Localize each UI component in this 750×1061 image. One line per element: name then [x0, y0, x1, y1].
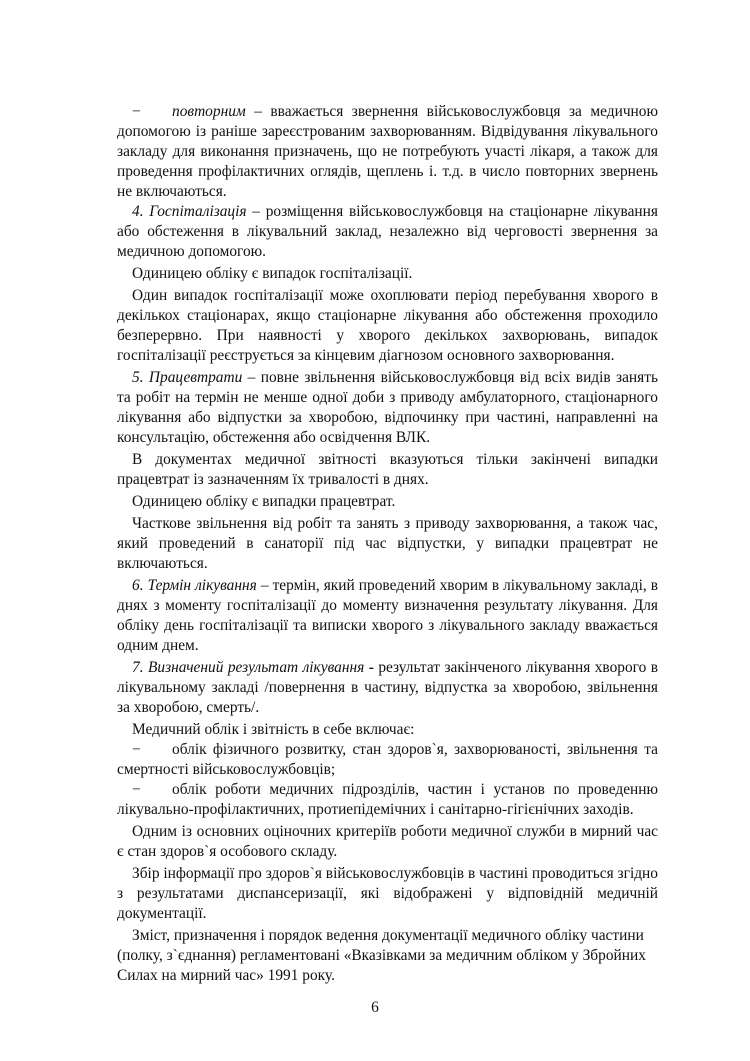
term-povtornym: повторним [172, 103, 246, 120]
paragraph-hospitalization [117, 202, 658, 262]
paragraph-documentation [117, 926, 658, 986]
paragraph-info-collection [117, 864, 658, 924]
list-item-unit-work [117, 780, 658, 820]
paragraph-text: Одним із основних оціночних критеріїв роботи медичної служби в мирний час є стан здоров`я особового складу. [117, 823, 658, 860]
paragraph-repeat-visit [117, 102, 658, 202]
paragraph-hospitalization-unit [117, 264, 658, 284]
paragraph-text: повне звільнення військовослужбовця від всіх видів занять та робіт на термін не менше одної доби з приводу амбулаторного, стаціонарного лікування або відпустки за хворобою, відпочинку при частині, направленні на консультацію, обстеження або освідчення ВЛК. [117, 369, 658, 446]
term-separator: – [245, 103, 262, 120]
paragraph-treatment-term [117, 576, 658, 656]
term-separator: - [364, 659, 374, 676]
list-dash: − [132, 781, 141, 798]
paragraph-text: Одиницею обліку є випадок госпіталізації. [132, 265, 413, 282]
list-item-text: облік роботи медичних підрозділів, частин і установ по проведенню лікувально-профілактичних, протиепідемічних і санітарно-гігієнічних заходів. [117, 781, 658, 818]
list-item-text: облік фізичного розвитку, стан здоров`я, захворюваності, звільнення та смертності військовослужбовців; [117, 741, 658, 778]
term-separator: – [256, 577, 269, 594]
term-treatment-result: 7. Визначений результат лікування [132, 659, 365, 676]
paragraph-text: В документах медичної звітності вказуються тільки закінчені випадки працевтрат із зазначенням їх тривалості в днях. [117, 451, 658, 488]
list-dash: − [132, 741, 141, 758]
paragraph-text: результат закінченого лікування хворого в лікувальному закладі /повернення в частину, відпустка за хворобою, звільнення за хворобою, смерть/. [117, 659, 658, 716]
paragraph-hospitalization-case [117, 286, 658, 366]
paragraph-text: термін, який проведений хворим в лікувальному закладі, в днях з моменту госпіталізації до моменту визначення результату лікування. Для обліку день госпіталізації та виписки хворого з лікувального закладу вважається одним днем. [117, 577, 659, 654]
paragraph-text: Зміст, призначення і порядок ведення документації медичного обліку частини (полку, з`єднання) регламентовані «Вказівками за медичним обліком у Збройних Силах на мирний час» 1991 року. [117, 927, 646, 984]
paragraph-text: Одиницею обліку є випадки працевтрат. [132, 493, 396, 510]
paragraph-work-loss [117, 368, 658, 448]
term-separator: – [242, 369, 256, 386]
term-work-loss: 5. Працевтрати [132, 369, 243, 386]
body-text [117, 102, 658, 986]
term-hospitalization: 4. Госпіталізація [132, 203, 247, 220]
paragraph-text: Збір інформації про здоров`я військовослужбовців в частині проводиться згідно з результатами диспансеризації, які відображені у відповідній медичній документації. [117, 865, 658, 922]
paragraph-partial-release [117, 514, 658, 574]
paragraph-text: Медичний облік і звітність в себе включає: [132, 721, 415, 738]
paragraph-treatment-result [117, 658, 658, 718]
list-dash: − [132, 103, 141, 120]
paragraph-text: Часткове звільнення від робіт та занять з приводу захворювання, а також час, який проведений в санаторії під час відпустки, у випадки працевтрат не включаються. [117, 515, 658, 572]
paragraph-work-loss-unit [117, 492, 658, 512]
paragraph-text: розміщення військовослужбовця на стаціонарне лікування або обстеження в лікувальний заклад, незалежно від черговості звернення за медичною допомогою. [117, 203, 658, 260]
term-treatment-term: 6. Термін лікування [132, 577, 257, 594]
list-item-physical-development [117, 740, 658, 780]
page-number: 6 [371, 999, 379, 1016]
paragraph-reporting-docs [117, 450, 658, 490]
paragraph-text: Один випадок госпіталізації може охоплювати період перебування хворого в декількох стаціонарах, якщо стаціонарне лікування або обстеження проходило безперервно. При наявності у хворого декількох захворювань, випадок госпіталізації реєструється за кінцевим діагнозом основного захворювання. [117, 287, 658, 364]
term-separator: – [246, 203, 260, 220]
paragraph-text: вважається звернення військовослужбовця за медичною допомогою із раніше зареєстрованим захворюванням. Відвідування лікувального закладу для виконання призначень, що не потребують участі лікаря, а також для проведення профілактичних оглядів, щеплень і. т.д. в число повторних звернень не включаються. [117, 103, 658, 200]
paragraph-medical-accounting [117, 720, 658, 740]
paragraph-evaluation-criteria [117, 822, 658, 862]
